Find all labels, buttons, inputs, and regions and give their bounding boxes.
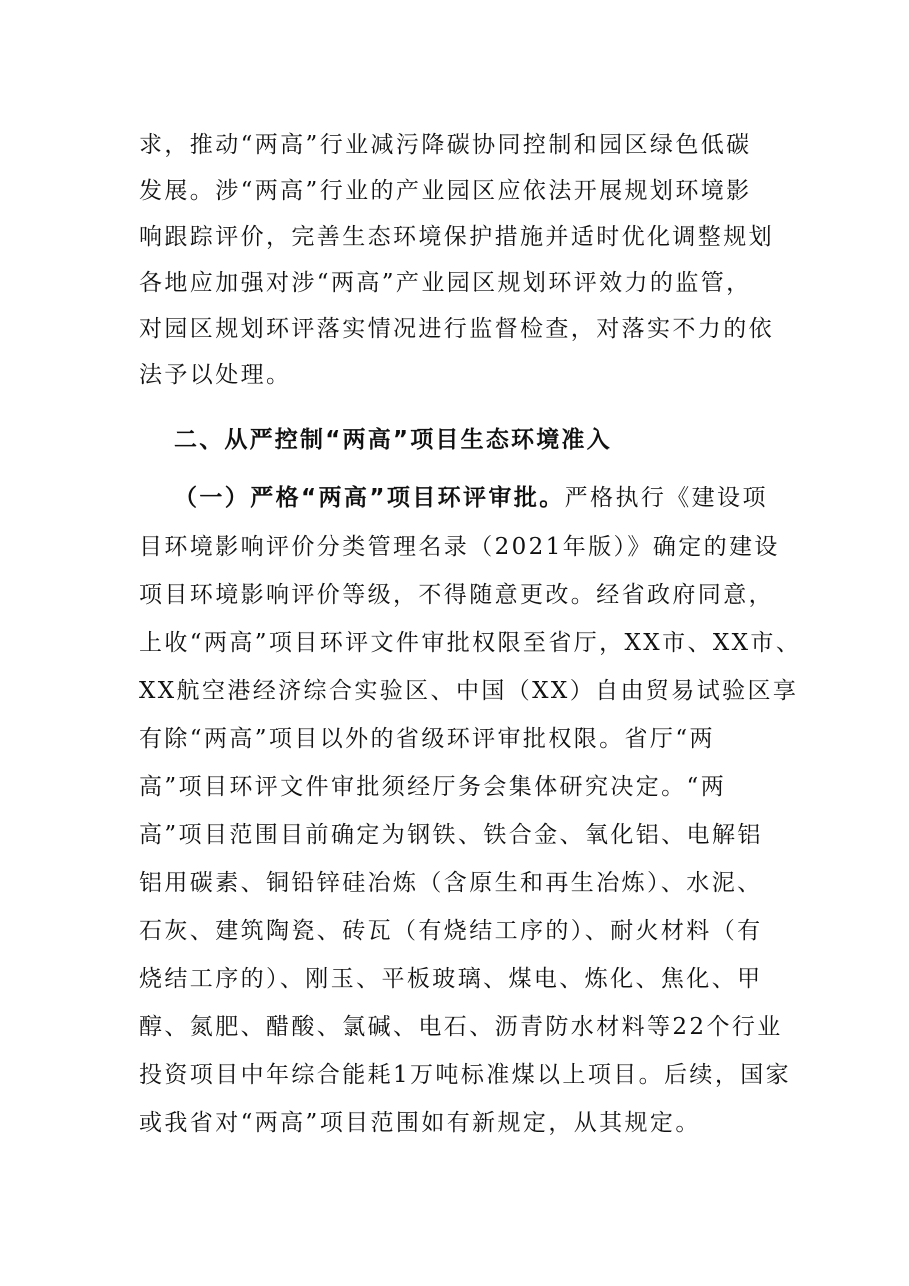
- paragraph-line: 法予以处理。: [139, 362, 292, 388]
- paragraph-line: 有除“两高”项目以外的省级环评审批权限。省厅“两: [139, 726, 715, 752]
- paragraph-line: 响跟踪评价，完善生态环境保护措施并适时优化调整规划: [139, 224, 774, 250]
- paragraph-line: 醇、氮肥、醋酸、氯碱、电石、沥青防水材料等22个行业: [139, 1014, 783, 1040]
- section-heading: 二、从严控制“两高”项目生态环境准入: [174, 427, 612, 453]
- paragraph-line: 高”项目环评文件审批须经厅务会集体研究决定。“两: [139, 774, 727, 800]
- paragraph-line: 投资项目中年综合能耗1万吨标准煤以上项目。后续，国家: [139, 1062, 792, 1088]
- paragraph-line: 目环境影响评价分类管理名录（2021年版）》确定的建设: [139, 534, 780, 560]
- paragraph-line: 项目环境影响评价等级，不得随意更改。经省政府同意，: [139, 582, 774, 608]
- paragraph-line: 上收“两高”项目环评文件审批权限至省厅，XX市、XX市、: [139, 630, 802, 656]
- paragraph-line: 对园区规划环评落实情况进行监督检查，对落实不力的依: [139, 316, 774, 342]
- paragraph-line: 发展。涉“两高”行业的产业园区应依法开展规划环境影: [139, 178, 752, 204]
- paragraph-line: 各地应加强对涉“两高”产业园区规划环评效力的监管，: [139, 270, 752, 296]
- subsection-first-line-text: 严格执行《建设项: [564, 485, 768, 511]
- subsection-first-line: [174, 483, 768, 513]
- paragraph-line: 石灰、建筑陶瓷、砖瓦（有烧结工序的）、耐火材料（有: [139, 918, 763, 944]
- paragraph-line: 或我省对“两高”项目范围如有新规定，从其规定。: [139, 1110, 701, 1136]
- paragraph-line: 高”项目范围目前确定为钢铁、铁合金、氧化铝、电解铝: [139, 822, 763, 848]
- paragraph-line: 烧结工序的）、刚玉、平板玻璃、煤电、炼化、焦化、甲: [139, 966, 763, 992]
- paragraph-line: 铝用碳素、铜铅锌硅冶炼（含原生和再生冶炼）、水泥、: [139, 870, 763, 896]
- paragraph-line: 求，推动“两高”行业减污降碳协同控制和园区绿色低碳: [139, 132, 752, 158]
- paragraph-line: XX航空港经济综合实验区、中国（XX）自由贸易试验区享: [139, 678, 799, 704]
- subsection-title: （一）严格“两高”项目环评审批。: [174, 485, 565, 511]
